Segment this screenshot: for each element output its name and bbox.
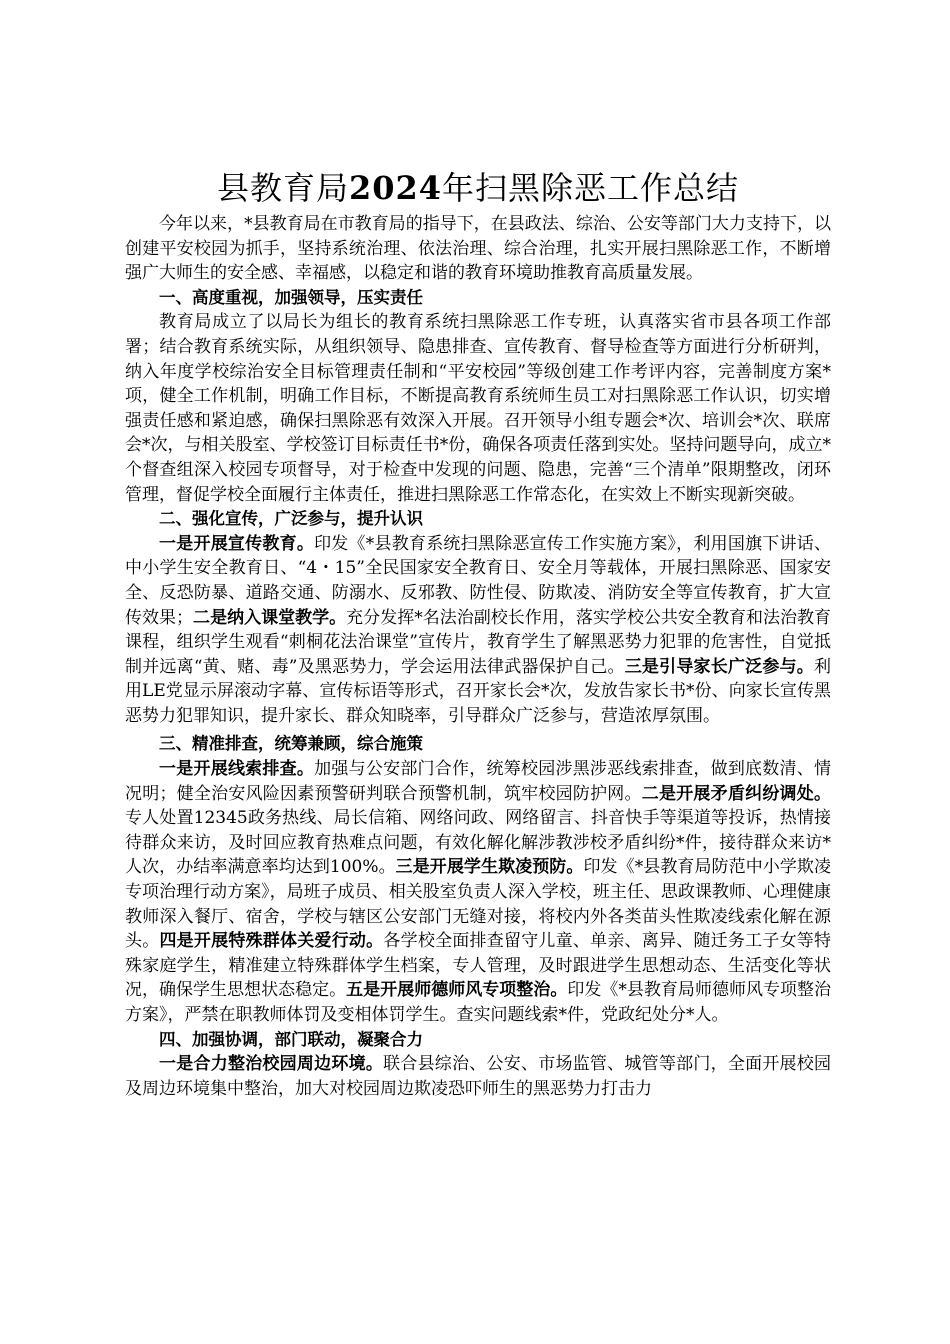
s3-point-4-lead: 四是开展特殊群体关爱行动。 bbox=[159, 931, 384, 952]
s3-point-2-lead: 二是开展矛盾纠纷调处。 bbox=[641, 783, 831, 804]
s2-point-3-lead: 三是引导家长广泛参与。 bbox=[624, 656, 814, 677]
s3-point-3-text: 印发《*县教育局防范中小学欺凌专项治理行动方案》，局班子成员、相关股室负责人深入学校，班主任、思政课教师、心理健康教师深入餐厅、宿舍，学校与辖区公安部门无缝对接，将校内外各类苗头性欺凌线索化解在源头。 bbox=[125, 857, 832, 952]
s3-point-1-text: 加强与公安部门合作，统筹校园涉黑涉恶线索排查，做到底数清、情况明；健全治安风险因素预警研判联合预警机制，筑牢校园防护网。 bbox=[125, 759, 832, 804]
s3-point-2-text: 专人处置12345政务热线、局长信箱、网络问政、网络留言、抖音快手等渠道等投诉，热情接待群众来访，及时回应教育热难点问题，有效化解化解涉教涉校矛盾纠纷*件，接待群众来访*人次，办结率满意率均达到100%。 bbox=[125, 808, 831, 878]
s2-point-1-text: 印发《*县教育系统扫黑除恶宣传工作实施方案》，利用国旗下讲话、中小学生安全教育日、“4・15”全民国家安全教育日、安全月等载体，开展扫黑除恶、国家安全、反恐防暴、道路交通、防溺水、反邪教、防性侵、防欺凌、消防安全等宣传教育，扩大宣传效果； bbox=[125, 533, 831, 628]
s4-point-1-text: 联合县综治、公安、市场监管、城管等部门，全面开展校园及周边环境集中整治，加大对校园周边欺凌恐吓师生的黑恶势力打击力 bbox=[125, 1054, 832, 1099]
section-2-body bbox=[125, 532, 831, 729]
s2-point-1-lead: 一是开展宣传教育。 bbox=[159, 533, 315, 554]
section-3-heading: 三、精准排查，统筹兼顾，综合施策 bbox=[159, 734, 423, 754]
document-title bbox=[125, 168, 831, 208]
s3-point-3-lead: 三是开展学生欺凌预防。 bbox=[395, 857, 584, 878]
section-1-body: 教育局成立了以局长为组长的教育系统扫黑除恶工作专班，认真落实省市县各项工作部署；结合教育系统实际，从组织领导、隐患排查、宣传教育、督导检查等方面进行分析研判，纳入年度学校综治安全目标管理责任制和“平安校园”等级创建工作考评内容，完善制度方案*项，健全工作机制，明确工作目标，不断提高教育系统师生员工对扫黑除恶工作认识，切实增强责任感和紧迫感，确保扫黑除恶有效深入开展。召开领导小组专题会*次、培训会*次、联席会*次，与相关股室、学校签订目标责任书*份，确保各项责任落到实处。坚持问题导向，成立*个督查组深入校园专项督导，对于检查中发现的问题、隐患，完善“三个清单”限期整改，闭环管理，督促学校全面履行主体责任，推进扫黑除恶工作常态化，在实效上不断实现新突破。 bbox=[125, 312, 831, 505]
section-4-heading: 四、加强协调，部门联动，凝聚合力 bbox=[159, 1029, 423, 1049]
s3-point-4-text: 各学校全面排查留守儿童、单亲、离异、随迁务工子女等特殊家庭学生，精准建立特殊群体学生档案，专人管理，及时跟进学生思想动态、生活变化等状况，确保学生思想状态稳定。 bbox=[125, 931, 832, 1001]
s4-point-1-lead: 一是合力整治校园周边环境。 bbox=[159, 1054, 384, 1075]
document-page bbox=[125, 168, 831, 1101]
s2-point-3-text: 利用LE党显示屏滚动字幕、宣传标语等形式，召开家长会*次，发放告家长书*份、向家长宣传黑恶势力犯罪知识，提升家长、群众知晓率，引导群众广泛参与，营造浓厚氛围。 bbox=[125, 656, 831, 726]
title-suffix: 年扫黑除恶工作总结 bbox=[442, 169, 740, 207]
s2-point-2-lead: 二是纳入课堂教学。 bbox=[193, 607, 347, 628]
s3-point-5-text: 印发《*县教育局师德师风专项整治方案》，严禁在职教师体罚及变相体罚学生。查实问题线索*件，党政纪处分*人。 bbox=[125, 980, 832, 1025]
intro-paragraph: 今年以来，*县教育局在市教育局的指导下，在县政法、综治、公安等部门大力支持下，以创建平安校园为抓手，坚持系统治理、依法治理、综合治理，扎实开展扫黑除恶工作，不断增强广大师生的安全感、幸福感，以稳定和谐的教育环境助推教育高质量发展。 bbox=[125, 214, 831, 284]
s2-point-2-text: 充分发挥*名法治副校长作用，落实学校公共安全教育和法治教育课程，组织学生观看“刺桐花法治课堂”宣传片，教育学生了解黑恶势力犯罪的危害性，自觉抵制并远离“黄、赌、毒”及黑恶势力，学会运用法律武器保护自己。 bbox=[125, 607, 832, 677]
title-year: 2024 bbox=[348, 169, 443, 207]
section-4-body bbox=[125, 1052, 831, 1101]
section-1-heading: 一、高度重视，加强领导，压实责任 bbox=[159, 287, 423, 307]
s3-point-5-lead: 五是开展师德师风专项整治。 bbox=[346, 980, 568, 1001]
section-2-heading: 二、强化宣传，广泛参与，提升认识 bbox=[159, 509, 423, 529]
s3-point-1-lead: 一是开展线索排查。 bbox=[159, 759, 315, 780]
title-prefix: 县教育局 bbox=[216, 169, 349, 207]
section-3-body bbox=[125, 757, 831, 1028]
